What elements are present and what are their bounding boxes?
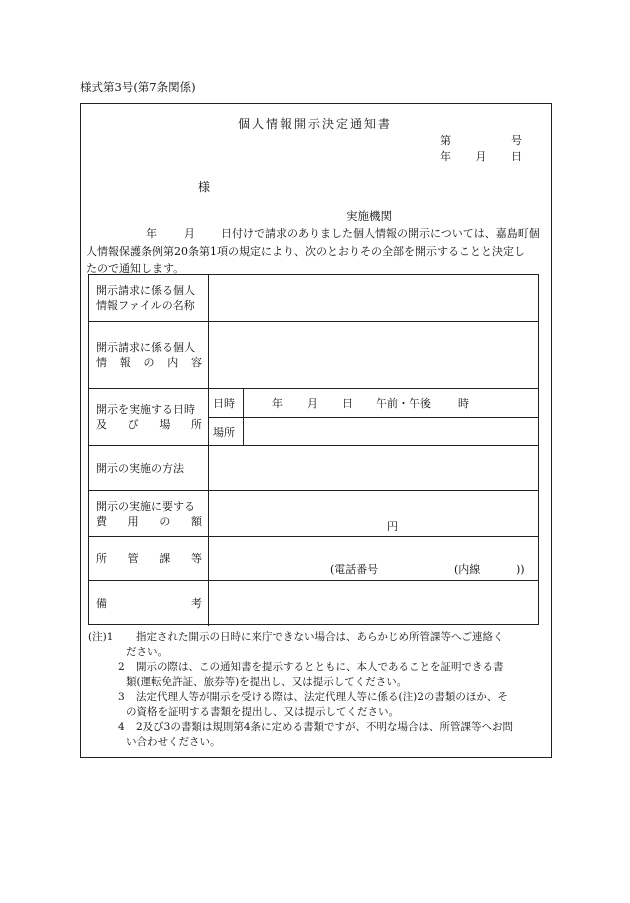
note-text: 類(運転免許証、旅券等)を提出し、又は提示してください。 <box>126 676 408 688</box>
document-title: 個人情報開示決定通知書 <box>237 117 392 131</box>
form-number-label: 様式第3号(第7条関係) <box>80 80 196 94</box>
note-number: 2 <box>118 661 125 673</box>
row-fee-label <box>96 499 204 529</box>
char: 備 <box>96 597 107 610</box>
addressee-suffix: 様 <box>198 180 211 194</box>
body-line-1 <box>86 225 548 243</box>
char: 情 <box>96 356 107 369</box>
remarks-field[interactable] <box>211 584 537 622</box>
file-name-field[interactable] <box>211 279 537 319</box>
datetime-day-unit: 日 <box>342 397 353 410</box>
char: の <box>159 515 171 528</box>
body-year-unit: 年 <box>146 227 157 240</box>
char: 及 <box>96 418 107 431</box>
date-year-unit: 年 <box>440 150 451 163</box>
row-remarks-chars <box>96 596 202 611</box>
content-field[interactable] <box>211 325 537 385</box>
datetime-year-unit: 年 <box>272 397 283 410</box>
row-department-chars <box>96 551 202 566</box>
row-file-name-line2: 情報ファイルの名称 <box>96 299 195 312</box>
row-content-line2 <box>96 355 202 370</box>
char: 額 <box>190 515 202 528</box>
note-1 <box>88 630 550 660</box>
method-field[interactable] <box>211 449 537 487</box>
note-4 <box>94 720 550 750</box>
disclosure-info-table <box>88 274 539 625</box>
notes-section <box>88 630 550 750</box>
note-text: ださい。 <box>126 646 168 658</box>
row-datetime-line2 <box>96 417 202 432</box>
row-fee-line2 <box>96 514 202 529</box>
note-text: の資格を証明する書類を提出し、又は提示してください。 <box>126 706 399 718</box>
row-content-label <box>96 340 204 370</box>
document-number-line <box>440 134 522 148</box>
note-number: 3 <box>118 691 125 703</box>
char: び <box>127 418 139 431</box>
extension-label: (内線 <box>454 563 481 576</box>
datetime-ampm[interactable]: 午前・午後 <box>376 397 431 410</box>
note-3 <box>94 690 550 720</box>
place-field[interactable] <box>246 420 536 442</box>
row-method-label: 開示の実施の方法 <box>96 462 184 475</box>
char: 課 <box>159 552 171 565</box>
note-number: (注)1 <box>88 631 114 643</box>
body-month-unit: 月 <box>184 227 195 240</box>
note-text: 法定代理人等が開示を受ける際は、法定代理人等に係る(注)2の書類のほか、そ <box>136 691 508 703</box>
char: 容 <box>191 356 202 369</box>
row-datetime-line1: 開示を実施する日時 <box>96 403 195 416</box>
note-text: い合わせください。 <box>126 736 221 748</box>
row-content-line1: 開示請求に係る個人 <box>96 341 195 354</box>
datetime-hour-unit: 時 <box>458 397 469 410</box>
number-prefix: 第 <box>440 134 451 147</box>
note-2 <box>94 660 550 690</box>
char: 所 <box>190 418 202 431</box>
issuer-label: 実施機関 <box>346 209 392 223</box>
char: 用 <box>127 515 139 528</box>
date-day-unit: 日 <box>511 150 522 163</box>
char: 場 <box>159 418 171 431</box>
char: 内 <box>167 356 179 369</box>
fee-unit: 円 <box>387 520 398 533</box>
char: 管 <box>127 552 139 565</box>
char: 等 <box>190 552 202 565</box>
char: 所 <box>96 552 107 565</box>
row-datetime-place-label <box>96 402 204 432</box>
body-line-2: 人情報保護条例第20条第1項の規定により、次のとおりその全部を開示することと決定し <box>86 244 525 258</box>
row-fee-line1: 開示の実施に要する <box>96 500 195 513</box>
row-file-name-label <box>96 283 204 313</box>
char: の <box>143 356 155 369</box>
notice-body <box>86 225 548 278</box>
note-text: 開示の際は、この通知書を提示するとともに、本人であることを証明できる書 <box>136 661 504 673</box>
number-suffix: 号 <box>511 134 522 147</box>
date-month-unit: 月 <box>475 150 487 163</box>
row-department-label <box>96 551 204 566</box>
datetime-label: 日時 <box>213 397 235 410</box>
body-line-1-text: 日付けで請求のありました個人情報の開示については、嘉島町個 <box>221 227 540 240</box>
datetime-month-unit: 月 <box>307 397 318 410</box>
place-label: 場所 <box>213 426 235 439</box>
row-remarks-label <box>96 596 204 611</box>
note-text: 2及び3の書類は規則第4条に定める書類ですが、不明な場合は、所管課等へお問 <box>136 721 514 733</box>
char: 考 <box>191 597 202 610</box>
note-text: 指定された開示の日時に来庁できない場合は、あらかじめ所管課等へご連絡く <box>136 631 504 643</box>
phone-close-paren: )) <box>516 563 525 576</box>
char: 費 <box>96 515 107 528</box>
body-line-3: たので通知します。 <box>86 262 185 275</box>
row-file-name-line1: 開示請求に係る個人 <box>96 284 195 297</box>
phone-label: (電話番号 <box>330 563 379 576</box>
document-date-line <box>440 150 522 164</box>
char: 報 <box>119 356 131 369</box>
note-number: 4 <box>118 721 125 733</box>
